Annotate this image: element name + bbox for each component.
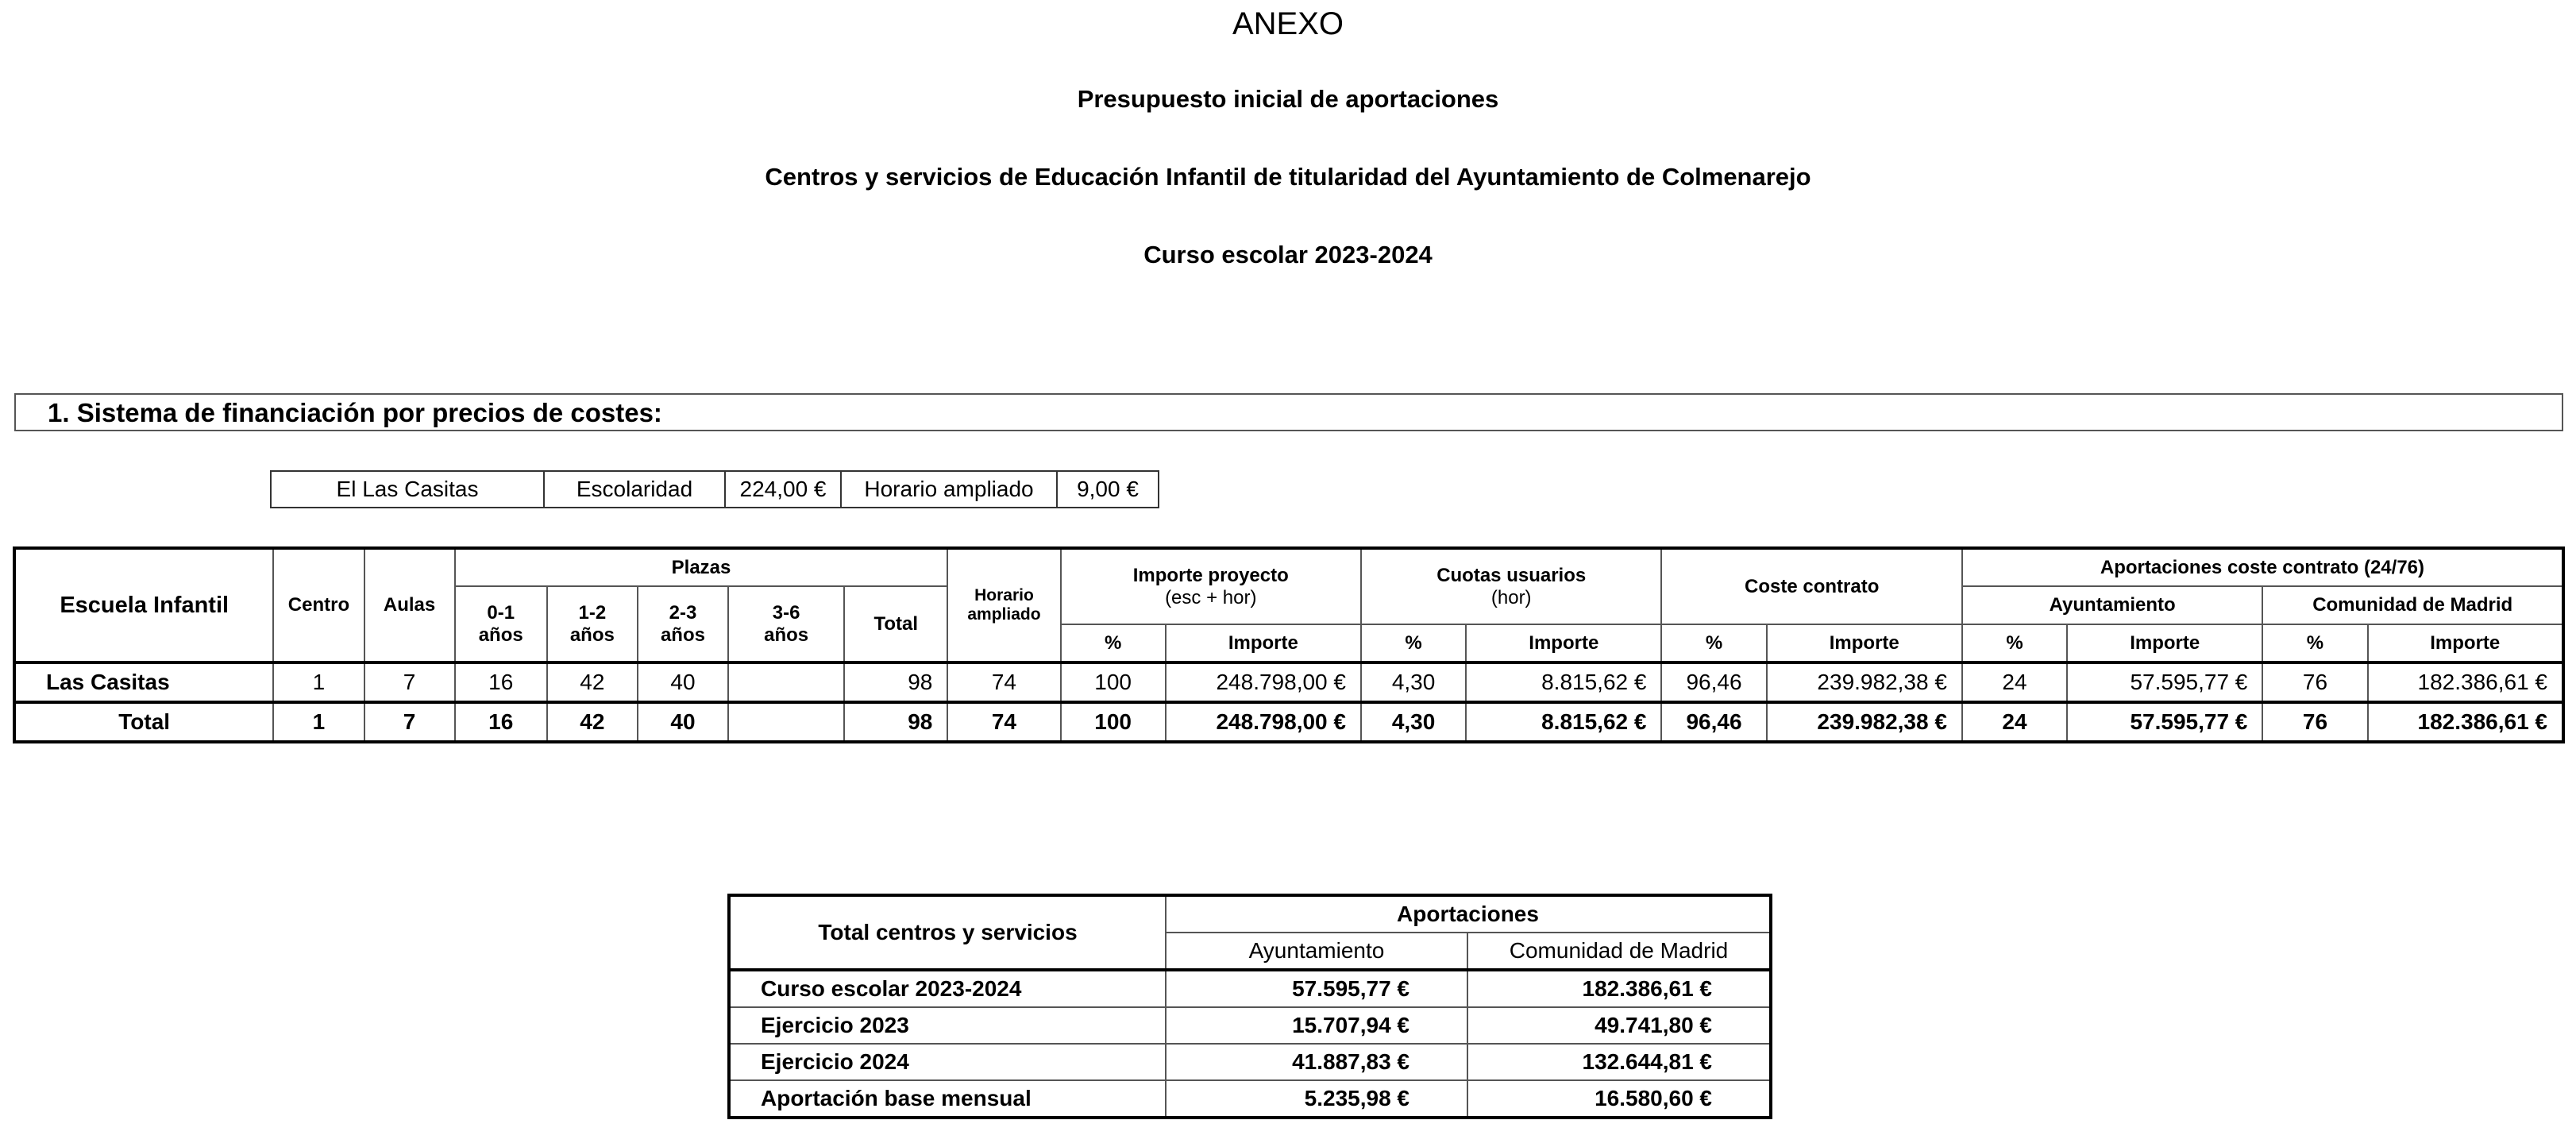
summary-row-label: Curso escolar 2023-2024 (729, 970, 1166, 1007)
col-proyecto-pct: % (1061, 624, 1166, 662)
cell-aulas: 7 (364, 662, 455, 702)
summary-col-ayuntamiento: Ayuntamiento (1166, 933, 1467, 970)
cell-proy-pct: 100 (1061, 702, 1166, 742)
cell-ayto-imp: 57.595,77 € (2067, 662, 2262, 702)
document-subtitle: Presupuesto inicial de aportaciones (1077, 85, 1499, 113)
rates-horario-label: Horario ampliado (841, 471, 1057, 508)
summary-row-cam: 49.741,80 € (1467, 1007, 1771, 1044)
col-plazas-1-2-unit: años (569, 624, 615, 646)
col-cuotas-sub: (hor) (1490, 586, 1532, 608)
summary-row-cam: 182.386,61 € (1467, 970, 1771, 1007)
summary-col-aportaciones: Aportaciones (1166, 895, 1771, 933)
cell-ayto-pct: 24 (1962, 702, 2067, 742)
col-horario (947, 548, 1060, 662)
col-ayto-importe: Importe (2067, 624, 2262, 662)
cell-p23: 40 (638, 702, 728, 742)
cell-horario: 74 (947, 702, 1060, 742)
summary-row (729, 1080, 1771, 1118)
cell-cuotas-pct: 4,30 (1361, 662, 1466, 702)
col-plazas-1-2-range: 1-2 (578, 601, 607, 624)
col-cam-importe: Importe (2368, 624, 2563, 662)
summary-table (727, 894, 1772, 1119)
col-plazas-3-6 (728, 586, 844, 662)
col-plazas-2-3 (638, 586, 728, 662)
rates-escolaridad-label: Escolaridad (544, 471, 725, 508)
cell-p23: 40 (638, 662, 728, 702)
col-coste-pct: % (1661, 624, 1766, 662)
col-ayuntamiento: Ayuntamiento (1962, 586, 2262, 624)
rates-escolaridad-value: 224,00 € (725, 471, 841, 508)
cell-coste-imp: 239.982,38 € (1767, 702, 1962, 742)
col-ayto-pct: % (1962, 624, 2067, 662)
cell-horario: 74 (947, 662, 1060, 702)
summary-row-label: Ejercicio 2024 (729, 1044, 1166, 1080)
cell-centro: 1 (273, 702, 364, 742)
cell-escuela: Total (14, 702, 273, 742)
cell-p01: 16 (455, 702, 547, 742)
col-horario-line1: Horario (974, 586, 1034, 604)
cell-coste-imp: 239.982,38 € (1767, 662, 1962, 702)
rates-table (270, 470, 1159, 508)
summary-row-ayto: 41.887,83 € (1166, 1044, 1467, 1080)
cell-total: 98 (844, 662, 947, 702)
col-cuotas-title: Cuotas usuarios (1436, 564, 1587, 586)
col-plazas: Plazas (455, 548, 948, 586)
document-scope: Centros y servicios de Educación Infantil de titularidad del Ayuntamiento de Colmenarejo (765, 163, 1811, 191)
col-coste-contrato: Coste contrato (1661, 548, 1961, 624)
cell-ayto-imp: 57.595,77 € (2067, 702, 2262, 742)
cell-p36 (728, 702, 844, 742)
col-importe-proyecto (1061, 548, 1361, 624)
summary-row-cam: 132.644,81 € (1467, 1044, 1771, 1080)
cost-financing-table (13, 546, 2565, 743)
col-cuotas-importe: Importe (1466, 624, 1661, 662)
cell-ayto-pct: 24 (1962, 662, 2067, 702)
col-cuotas-pct: % (1361, 624, 1466, 662)
cell-cuotas-imp: 8.815,62 € (1466, 702, 1661, 742)
rates-school: El Las Casitas (271, 471, 544, 508)
table-total-row (14, 702, 2563, 742)
cell-proy-imp: 248.798,00 € (1166, 662, 1361, 702)
col-plazas-0-1-range: 0-1 (487, 601, 515, 624)
col-importe-proyecto-sub: (esc + hor) (1165, 586, 1257, 608)
cell-coste-pct: 96,46 (1661, 702, 1766, 742)
cell-cam-pct: 76 (2262, 662, 2367, 702)
summary-row (729, 1044, 1771, 1080)
rates-horario-value: 9,00 € (1057, 471, 1159, 508)
col-aportaciones: Aportaciones coste contrato (24/76) (1962, 548, 2563, 586)
cell-centro: 1 (273, 662, 364, 702)
col-plazas-2-3-unit: años (660, 624, 705, 646)
col-plazas-0-1 (455, 586, 547, 662)
section-title: 1. Sistema de financiación por precios de costes: (48, 398, 662, 427)
col-importe-proyecto-title: Importe proyecto (1132, 564, 1289, 586)
summary-row-label: Aportación base mensual (729, 1080, 1166, 1118)
col-aulas: Aulas (364, 548, 455, 662)
school-year: Curso escolar 2023-2024 (1143, 241, 1433, 268)
cell-coste-pct: 96,46 (1661, 662, 1766, 702)
col-escuela: Escuela Infantil (14, 548, 273, 662)
summary-col-total: Total centros y servicios (729, 895, 1166, 970)
cell-cam-pct: 76 (2262, 702, 2367, 742)
cell-p01: 16 (455, 662, 547, 702)
cell-cuotas-pct: 4,30 (1361, 702, 1466, 742)
col-cam-pct: % (2262, 624, 2367, 662)
cell-escuela: Las Casitas (14, 662, 273, 702)
summary-row (729, 970, 1771, 1007)
cell-cam-imp: 182.386,61 € (2368, 702, 2563, 742)
summary-row (729, 1007, 1771, 1044)
col-comunidad-madrid: Comunidad de Madrid (2262, 586, 2563, 624)
cell-proy-pct: 100 (1061, 662, 1166, 702)
col-plazas-3-6-range: 3-6 (772, 601, 800, 624)
summary-row-ayto: 57.595,77 € (1166, 970, 1467, 1007)
col-plazas-2-3-range: 2-3 (669, 601, 697, 624)
col-horario-line2: ampliado (967, 605, 1041, 624)
cell-p12: 42 (547, 662, 638, 702)
cell-p36 (728, 662, 844, 702)
col-coste-importe: Importe (1767, 624, 1962, 662)
summary-row-cam: 16.580,60 € (1467, 1080, 1771, 1118)
col-plazas-total: Total (844, 586, 947, 662)
cell-cam-imp: 182.386,61 € (2368, 662, 2563, 702)
summary-col-comunidad-madrid: Comunidad de Madrid (1467, 933, 1771, 970)
col-plazas-0-1-unit: años (478, 624, 523, 646)
cell-cuotas-imp: 8.815,62 € (1466, 662, 1661, 702)
table-row (14, 662, 2563, 702)
col-cuotas (1361, 548, 1661, 624)
col-centro: Centro (273, 548, 364, 662)
cell-proy-imp: 248.798,00 € (1166, 702, 1361, 742)
summary-row-ayto: 15.707,94 € (1166, 1007, 1467, 1044)
cell-aulas: 7 (364, 702, 455, 742)
col-plazas-3-6-unit: años (764, 624, 809, 646)
section-header (14, 393, 2563, 431)
cell-p12: 42 (547, 702, 638, 742)
col-proyecto-importe: Importe (1166, 624, 1361, 662)
annex-title: ANEXO (1232, 6, 1344, 41)
cell-total: 98 (844, 702, 947, 742)
summary-row-label: Ejercicio 2023 (729, 1007, 1166, 1044)
col-plazas-1-2 (547, 586, 638, 662)
summary-row-ayto: 5.235,98 € (1166, 1080, 1467, 1118)
